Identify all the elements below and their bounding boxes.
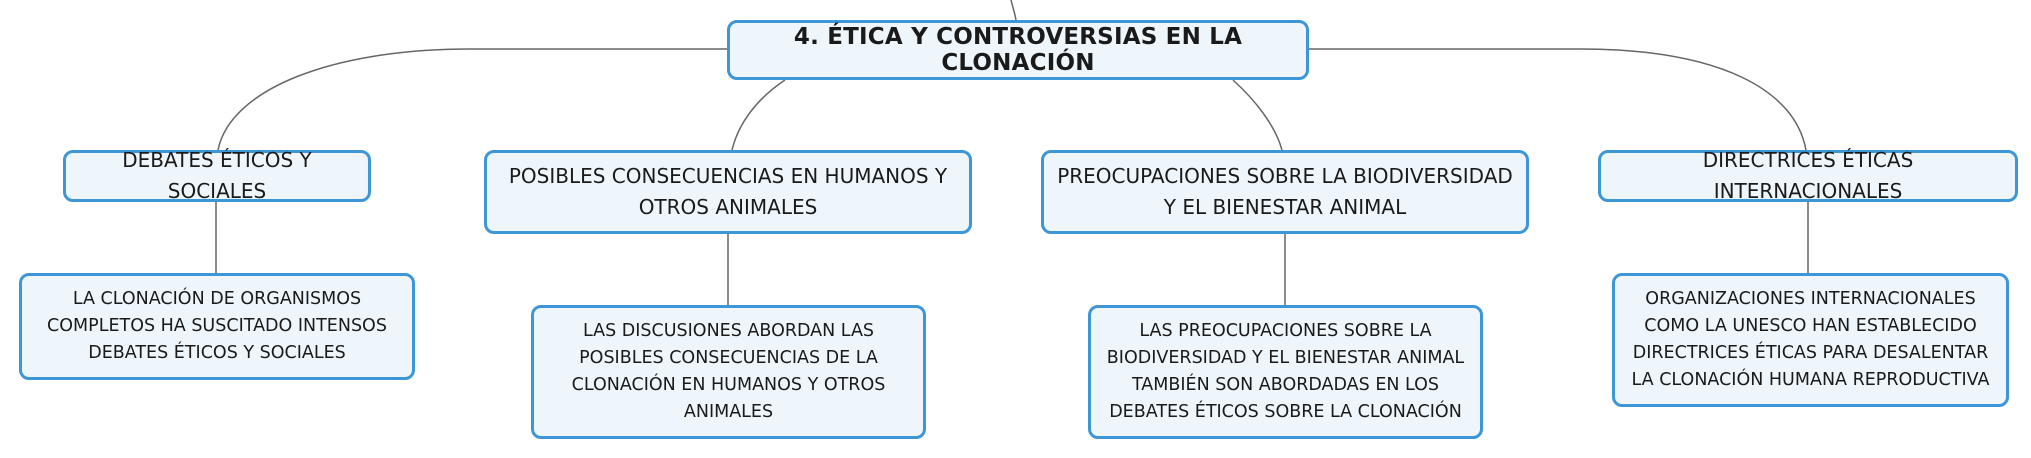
topic-posibles-consecuencias[interactable] bbox=[484, 150, 972, 234]
detail-label: LAS PREOCUPACIONES SOBRE LA BIODIVERSIDAD Y EL BIENESTAR ANIMAL TAMBIÉN SON ABORDADAS EN LOS DEBATES ÉTICOS SOBRE LA CLONACIÓN bbox=[1106, 321, 1465, 422]
detail-label: LA CLONACIÓN DE ORGANISMOS COMPLETOS HA SUSCITADO INTENSOS DEBATES ÉTICOS Y SOCIALES bbox=[47, 289, 387, 363]
topic-label: DIRECTRICES ÉTICAS INTERNACIONALES bbox=[1702, 148, 1914, 203]
detail-biodiversidad-bienestar[interactable] bbox=[1088, 305, 1483, 439]
detail-posibles-consecuencias[interactable] bbox=[531, 305, 926, 439]
root-topic-label: 4. ÉTICA Y CONTROVERSIAS EN LA CLONACIÓN bbox=[793, 24, 1243, 76]
detail-directrices-internacionales[interactable] bbox=[1612, 273, 2009, 407]
root-topic[interactable] bbox=[727, 20, 1309, 80]
topic-label: POSIBLES CONSECUENCIAS EN HUMANOS Y OTROS ANIMALES bbox=[508, 164, 948, 219]
connector-root-biodiversidad bbox=[1233, 80, 1282, 150]
connector-root-consecuencias bbox=[732, 80, 785, 150]
topic-label: DEBATES ÉTICOS Y SOCIALES bbox=[122, 148, 312, 203]
topic-directrices-internacionales[interactable] bbox=[1598, 150, 2018, 202]
detail-label: LAS DISCUSIONES ABORDAN LAS POSIBLES CONSECUENCIAS DE LA CLONACIÓN EN HUMANOS Y OTROS ANIMALES bbox=[571, 321, 886, 422]
connector-parent-root bbox=[1011, 0, 1016, 20]
topic-debates-eticos[interactable] bbox=[63, 150, 371, 202]
topic-label: PREOCUPACIONES SOBRE LA BIODIVERSIDAD Y EL BIENESTAR ANIMAL bbox=[1057, 164, 1513, 219]
connector-root-debates bbox=[218, 49, 727, 150]
topic-biodiversidad-bienestar[interactable] bbox=[1041, 150, 1529, 234]
detail-label: ORGANIZACIONES INTERNACIONALES COMO LA UNESCO HAN ESTABLECIDO DIRECTRICES ÉTICAS PARA DESALENTAR LA CLONACIÓN HUMANA REPRODUCTIVA bbox=[1631, 289, 1990, 390]
connector-root-directrices bbox=[1309, 49, 1806, 150]
detail-debates-eticos[interactable] bbox=[19, 273, 415, 380]
